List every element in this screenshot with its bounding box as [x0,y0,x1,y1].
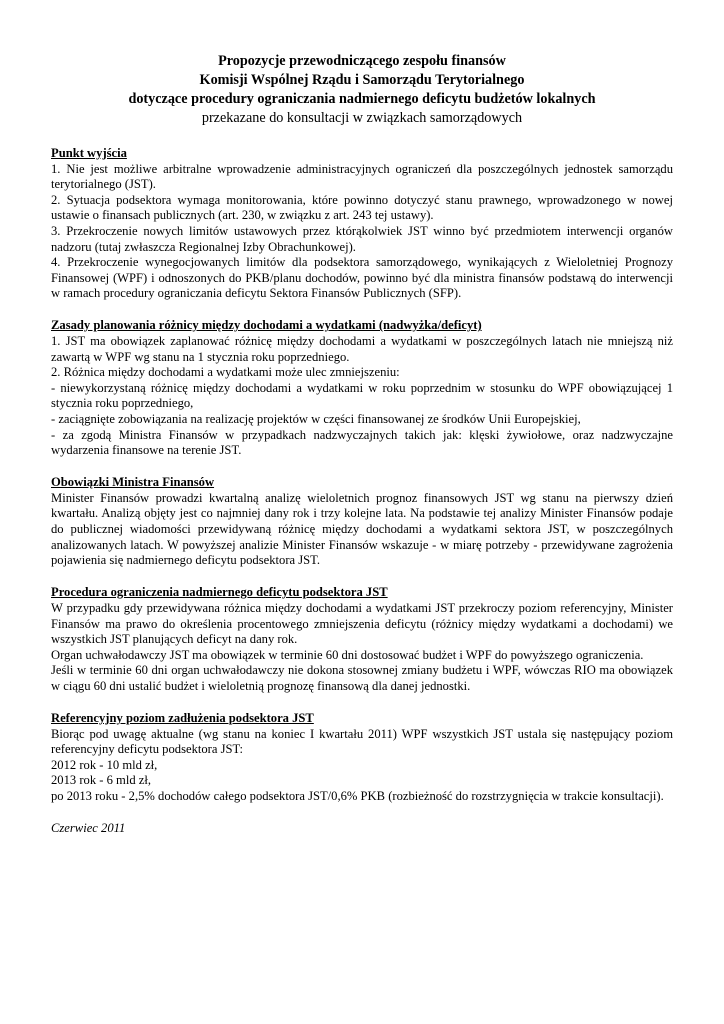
paragraph: Jeśli w terminie 60 dni organ uchwałodawczy nie dokona stosownej zmiany budżetu i WPF, wówczas RIO ma obowiązek w ciągu 60 dni ustalić budżet i wieloletnią prognozę finansową dla danej jednostki. [51,663,673,693]
section-punkt-wyjscia [51,146,673,302]
section-heading: Referencyjny poziom zadłużenia podsektora JST [51,711,314,725]
list-item: 2012 rok - 10 mld zł, [51,757,158,772]
document-title-block [51,52,673,128]
paragraph: 4. Przekroczenie wynegocjowanych limitów dla podsektora samorządowego, wynikających z Wieloletniej Prognozy Finansowej (WPF) i odnoszonych do PKB/planu dochodów, powinno być dla ministra finansów podstawą do interwencji w ramach procedury ograniczania deficytu Sektora Finansów Publicznych (SFP). [51,255,673,301]
paragraph: 2. Różnica między dochodami a wydatkami może ulec zmniejszeniu: [51,365,400,380]
document-subtitle: przekazane do konsultacji w związkach samorządowych [201,110,523,126]
document-date: Czerwiec 2011 [51,821,126,836]
section-obowiazki-ministra [51,475,673,569]
section-zasady-planowania [51,318,673,458]
list-item: po 2013 roku - 2,5% dochodów całego podsektora JST/0,6% PKB (rozbieżność do rozstrzygnięcia w trakcie konsultacji). [51,788,664,803]
list-item: 2013 rok - 6 mld zł, [51,773,152,788]
document-page [51,52,673,837]
paragraph: 2. Sytuacja podsektora wymaga monitorowania, które powinno dotyczyć stanu prawnego, wprowadzonego w nowej ustawie o finansach publicznych (art. 230, w związku z art. 243 tej ustawy). [51,192,673,223]
section-procedura-ograniczenia [51,585,673,694]
title-line-3: dotyczące procedury ograniczania nadmiernego deficytu budżetów lokalnych [128,91,596,107]
paragraph: 1. JST ma obowiązek zaplanować różnicę między dochodami a wydatkami w poszczególnych latach nie mniejszą niż zawartą w WPF wg stanu na 1 stycznia roku poprzedniego. [51,334,673,364]
paragraph: W przypadku gdy przewidywana różnica między dochodami a wydatkami JST przekroczy poziom referencyjny, Minister Finansów ma prawo do określenia procentowego zmniejszenia deficytu (różnicy między wydatkami a dochodami) we wszystkich JST planujących deficyt na dany rok. [51,600,673,647]
title-line-2: Komisji Wspólnej Rządu i Samorządu Terytorialnego [199,72,525,88]
list-item: - niewykorzystaną różnicę między dochodami a wydatkami w roku poprzednim w stosunku do WPF obowiązującej 1 stycznia roku poprzedniego, [51,380,673,411]
paragraph: Minister Finansów prowadzi kwartalną analizę wieloletnich prognoz finansowych JST wg stanu na pierwszy dzień kwartału. Analizą objęty jest co najmniej dany rok i trzy kolejne lata. Na podstawie tej analizy Minister Finansów podaje do publicznej wiadomości przewidywaną różnicę między dochodami a wydatkami sektora JST, w poszczególnych analizowanych latach. W powyższej analizie Minister Finansów wskazuje - w miarę potrzeby - przewidywane zagrożenia pojawienia się nadmiernego deficytu podsektora JST. [51,490,673,568]
section-heading: Punkt wyjścia [51,146,127,160]
section-heading: Procedura ograniczenia nadmiernego deficytu podsektora JST [51,585,388,600]
paragraph: 1. Nie jest możliwe arbitralne wprowadzenie administracyjnych ograniczeń dla poszczególnych jednostek samorządu terytorialnego (JST). [51,161,673,192]
section-heading: Obowiązki Ministra Finansów [51,475,215,490]
list-item: - za zgodą Ministra Finansów w przypadkach nadzwyczajnych takich jak: klęski żywiołowe, oraz nadzwyczajne wydarzenia finansowe na terenie JST. [51,427,673,458]
paragraph: 3. Przekroczenie nowych limitów ustawowych przez którąkolwiek JST winno być przedmiotem interwencji organów nadzoru (tutaj zwłaszcza Regionalnej Izby Obrachunkowej). [51,223,673,254]
title-line-1: Propozycje przewodniczącego zespołu finansów [218,53,506,69]
paragraph: Organ uchwałodawczy JST ma obowiązek w terminie 60 dni dostosować budżet i WPF do powyższego ograniczenia. [51,647,644,662]
list-item: - zaciągnięte zobowiązania na realizację projektów w części finansowanej ze środków Unii Europejskiej, [51,412,581,426]
section-heading: Zasady planowania różnicy między dochodami a wydatkami (nadwyżka/deficyt) [51,318,482,333]
paragraph: Biorąc pod uwagę aktualne (wg stanu na koniec I kwartału 2011) WPF wszystkich JST ustala się następujący poziom referencyjny deficytu podsektora JST: [51,726,673,757]
section-poziom-referencyjny [51,711,673,805]
